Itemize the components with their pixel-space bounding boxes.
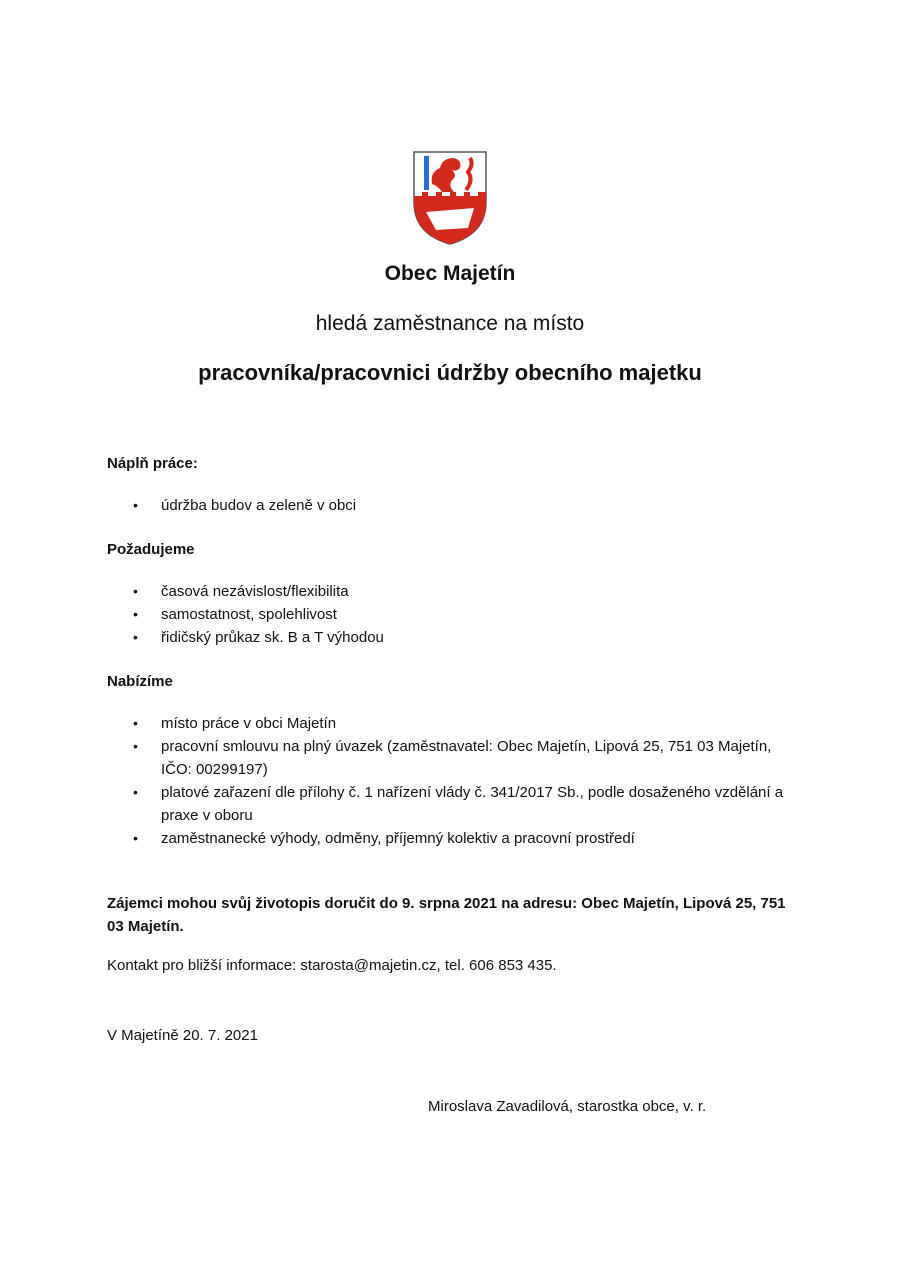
job-description-list [107, 494, 797, 517]
page-subtitle: hledá zaměstnance na místo [315, 312, 585, 335]
list-item: • časová nezávislost/flexibilita [107, 580, 797, 603]
section-heading-requirements: Požadujeme [107, 541, 195, 558]
list-item: • místo práce v obci Majetín [107, 712, 797, 735]
page-title: Obec Majetín [384, 262, 516, 285]
requirements-list [107, 580, 797, 649]
signature: Miroslava Zavadilová, starostka obce, v. r. [428, 1098, 707, 1115]
section-heading-job-description: Náplň práce: [107, 455, 198, 472]
offer-list [107, 712, 797, 850]
list-item: • samostatnost, spolehlivost [107, 603, 797, 626]
list-item: • platové zařazení dle přílohy č. 1 nařízení vlády č. 341/2017 Sb., podle dosaženého vzdělání a praxe v oboru [107, 781, 797, 827]
place-date: V Majetíně 20. 7. 2021 [107, 1027, 258, 1044]
job-position-title: pracovníka/pracovnici údržby obecního majetku [198, 360, 702, 385]
application-instructions: Zájemci mohou svůj životopis doručit do 9. srpna 2021 na adresu: Obec Majetín, Lipová 25, 751 03 Majetín. [107, 895, 786, 935]
list-item: • zaměstnanecké výhody, odměny, příjemný kolektiv a pracovní prostředí [107, 827, 797, 850]
list-item: • řidičský průkaz sk. B a T výhodou [107, 626, 797, 649]
list-item: • pracovní smlouvu na plný úvazek (zaměstnavatel: Obec Majetín, Lipová 25, 751 03 Majetín, IČO: 00299197) [107, 735, 797, 781]
section-heading-offer: Nabízíme [107, 673, 173, 690]
list-item: • údržba budov a zeleně v obci [107, 494, 797, 517]
contact-info: Kontakt pro bližší informace: starosta@majetin.cz, tel. 606 853 435. [107, 957, 557, 974]
coat-of-arms-icon [412, 150, 488, 246]
